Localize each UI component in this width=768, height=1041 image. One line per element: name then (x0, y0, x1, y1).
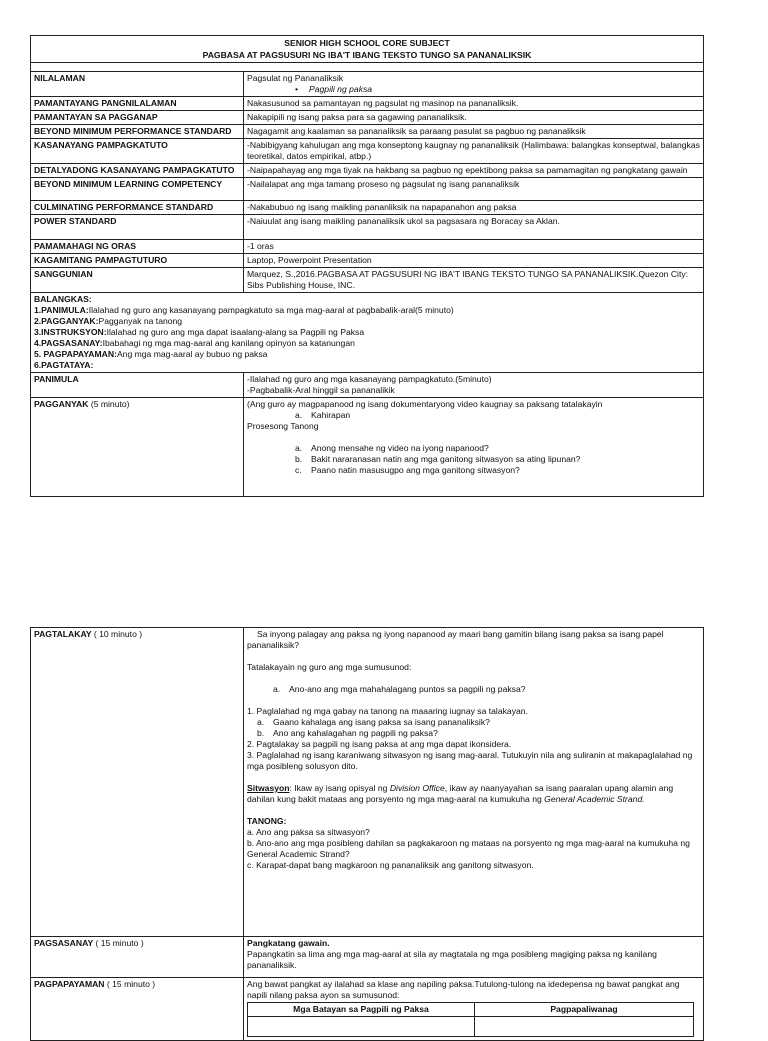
pagganyak-sub (247, 410, 700, 421)
header-subject-title: PAGBASA AT PAGSUSURI NG IBA'T IBANG TEKSTO TUNGO SA PANANALIKSIK (202, 50, 532, 60)
row-panimula (31, 373, 704, 398)
numbered-item: 1. Paglalahad ng mga gabay na tanong na maaaring iugnay sa talakayan. (247, 706, 528, 716)
balangkas-item (34, 316, 700, 327)
numbered-item: 3. Paglalahad ng isang karaniwang sitwasyon ng isang mag-aaral. Tutukuyin nila ang suliranin at makapaglalahad ng mga posibleng solusyon dito. (247, 750, 693, 771)
row-label: PAMANTAYANG PANGNILALAMAN (31, 97, 244, 111)
tanong-item: c. Karapat-dapat bang magkaroon ng pananaliksik ang ganitong sitwasyon. (247, 860, 534, 870)
row-value (244, 72, 704, 97)
balangkas-item-text: Ibabahagi ng mga mag-aaral ang kanilang opinyon sa katanungan (102, 338, 355, 348)
row-label: SANGGUNIAN (31, 268, 244, 293)
list-marker: a. (257, 717, 265, 727)
balangkas-item-head: 3.INSTRUKSYON: (34, 327, 107, 337)
balangkas-title: BALANGKAS: (34, 294, 92, 304)
pagganyak-question (247, 454, 700, 465)
numbered-item: 2. Pagtalakay sa pagpili ng isang paksa at ang mga dapat ikonsidera. (247, 739, 512, 749)
pagsasanay-time: ( 15 minuto ) (95, 938, 144, 948)
row-beyond-min-competency (31, 178, 704, 201)
lesson-plan-table-continued (30, 627, 704, 1041)
row-label (31, 978, 244, 1041)
row-nilalaman (31, 72, 704, 97)
balangkas-item-head: 2.PAGGANYAK: (34, 316, 99, 326)
row-value (244, 628, 704, 937)
list-marker: b. (257, 728, 265, 738)
row-balangkas (31, 293, 704, 373)
list-marker: c. (295, 465, 302, 475)
pagtalakay-point (247, 684, 700, 695)
balangkas-item (34, 327, 700, 338)
pagganyak-question (247, 443, 700, 454)
row-pagganyak (31, 398, 704, 497)
balangkas-item-text: Ilalahad ng guro ang kasanayang pampagkatuto sa mga mag-aaral at pagbabalik-aral(5 minuto) (88, 305, 454, 315)
balangkas-item-text: Pagganyak na tanong (98, 316, 183, 326)
row-label (31, 628, 244, 937)
point-text: Ano-ano ang mga mahahalagang puntos sa pagpili ng paksa? (289, 684, 526, 694)
row-value: -Naipapahayag ang mga tiyak na hakbang sa pagbuo ng epektibong paksa sa pamamagitan ng pangkatang gawain (244, 164, 704, 178)
row-pamamahagi-ng-oras (31, 240, 704, 254)
balangkas-cell (31, 293, 704, 373)
header-subject-type: SENIOR HIGH SCHOOL CORE SUBJECT (284, 38, 450, 48)
tanong-title: TANONG: (247, 816, 287, 826)
row-value (244, 937, 704, 978)
panimula-line: -Ilalahad ng guro ang mga kasanayang pampagkatuto.(5minuto) (247, 374, 492, 384)
sub-text: Gaano kahalaga ang isang paksa sa isang pananaliksik? (273, 717, 490, 727)
pagganyak-question (247, 465, 700, 476)
sub-text: Ano ang kahalagahan ng pagpili ng paksa? (273, 728, 438, 738)
sitwasyon-text-2: , ikaw ay naanyayahan sa isang paaralan upang alamin ang dahilan kung bakit mataas ang porsyento ng mga mag-aaral na kumukuha ng (247, 783, 674, 804)
panimula-line: -Pagbabalik-Aral hinggil sa pananalikik (247, 385, 395, 395)
sitwasyon-text-1: : Ikaw ay isang opisyal ng (289, 783, 390, 793)
row-kasanayang-pampagkatuto (31, 139, 704, 164)
balangkas-item-text: Ilalahad ng guro ang mga dapat isaalang-alang sa Pagpili ng Paksa (106, 327, 365, 337)
row-label: NILALAMAN (31, 72, 244, 97)
balangkas-item-head: 1.PANIMULA: (34, 305, 89, 315)
row-value: Nakapipili ng isang paksa para sa gagawing pananaliksik. (244, 111, 704, 125)
sitwasyon-head: Sitwasyon (247, 783, 290, 793)
row-power-standard (31, 215, 704, 240)
row-label: BEYOND MINIMUM LEARNING COMPETENCY (31, 178, 244, 201)
sitwasyon-paragraph (247, 783, 700, 805)
document-header (31, 36, 704, 63)
row-pagpapayaman (31, 978, 704, 1041)
row-label: PANIMULA (31, 373, 244, 398)
balangkas-item-head: 6.PAGTATAYA: (34, 360, 94, 370)
row-pamantayan-sa-pagganap (31, 111, 704, 125)
list-marker: a. (295, 410, 303, 420)
row-label: CULMINATING PERFORMANCE STANDARD (31, 201, 244, 215)
row-value (244, 373, 704, 398)
list-marker: a. (295, 443, 303, 453)
tanong-item: a. Ano ang paksa sa sitwasyon? (247, 827, 370, 837)
row-label: PAMAMAHAGI NG ORAS (31, 240, 244, 254)
question-text: Anong mensahe ng video na iyong napanood? (311, 443, 489, 453)
row-value: Marquez, S.,2016.PAGBASA AT PAGSUSURI NG IBA'T IBANG TEKSTO TUNGO SA PANANALIKSIK.Quezon City: Sibs Publishing House, INC. (244, 268, 704, 293)
batayan-header: Mga Batayan sa Pagpili ng Paksa (248, 1003, 475, 1017)
sitwasyon-office: Division Office (389, 783, 445, 793)
row-label: BEYOND MINIMUM PERFORMANCE STANDARD (31, 125, 244, 139)
batayan-cell (248, 1017, 475, 1037)
pagpapayaman-label: PAGPAPAYAMAN (34, 979, 105, 989)
numbered-sub (247, 728, 700, 739)
row-label: DETALYADONG KASANAYANG PAMPAGKATUTO (31, 164, 244, 178)
pagtalakay-tatalakayin: Tatalakayain ng guro ang mga sumusunod: (247, 662, 412, 672)
row-value: -Naiuulat ang isang maikling pananaliksik ukol sa pagsasara ng Boracay sa Aklan. (244, 215, 704, 240)
row-label: POWER STANDARD (31, 215, 244, 240)
nilalaman-value: Pagsulat ng Pananaliksik (247, 73, 344, 83)
pagpapayaman-text: Ang bawat pangkat ay ilalahad sa klase ang napiling paksa.Tutulong-tulong na idedepensa ng bawat pangkat ang napili nilang paksa ayon sa sumusunod: (247, 979, 680, 1000)
row-label (31, 937, 244, 978)
balangkas-item (34, 360, 700, 371)
balangkas-item-head: 5. PAGPAPAYAMAN: (34, 349, 117, 359)
row-sanggunian (31, 268, 704, 293)
row-value: -1 oras (244, 240, 704, 254)
list-marker: a. (273, 684, 281, 694)
paliwanag-cell (475, 1017, 694, 1037)
balangkas-item-head: 4.PAGSASANAY: (34, 338, 103, 348)
pagganyak-intro: (Ang guro ay magpapanood ng isang dokumentaryong video kaugnay sa paksang tatalakayin (247, 399, 603, 409)
lesson-plan-page-2 (30, 627, 703, 1041)
pagtalakay-time: ( 10 minuto ) (93, 629, 143, 639)
pagganyak-time: (5 minuto) (90, 399, 130, 409)
row-value: -Nailalapat ang mga tamang proseso ng pagsulat ng isang pananaliksik (244, 178, 704, 201)
row-beyond-min-performance (31, 125, 704, 139)
balangkas-item (34, 349, 700, 360)
paliwanag-header: Pagpapaliwanag (475, 1003, 694, 1017)
pagsasanay-text: Papangkatin sa lima ang mga mag-aaral at sila ay magtatala ng mga posibleng magiging paksa ng kanilang pananaliksik. (247, 949, 657, 970)
row-detalyadong-kasanayan (31, 164, 704, 178)
lesson-plan-table (30, 35, 704, 497)
list-marker: b. (295, 454, 303, 464)
question-text: Paano natin masusugpo ang mga ganitong sitwasyon? (311, 465, 520, 475)
balangkas-item (34, 305, 700, 316)
pagtalakay-intro: Sa inyong palagay ang paksa ng iyong napanood ay maari bang gamitin bilang isang paksa sa isang papel pananaliksik? (247, 629, 664, 650)
row-value: -Nabibigyang kahulugan ang mga konseptong kaugnay ng pananaliksik (Halimbawa: balangkas konseptwal, balangkas teoretikal, datos empirikal, atbp.) (244, 139, 704, 164)
pagsasanay-title: Pangkatang gawain. (247, 938, 330, 948)
tanong-item: b. Ano-ano ang mga posibleng dahilan sa pagkakaroon ng mataas na porsyento ng mga mag-aaral na kumukuha ng General Academic Strand? (247, 838, 690, 859)
row-label: KASANAYANG PAMPAGKATUTO (31, 139, 244, 164)
row-label (31, 398, 244, 497)
row-value: -Nakabubuo ng isang maikling pananliksik na napapanahon ang paksa (244, 201, 704, 215)
lesson-plan-page-1 (30, 35, 703, 497)
balangkas-item-text: Ang mga mag-aaral ay bubuo ng paksa (116, 349, 268, 359)
question-text: Bakit nararanasan natin ang mga ganitong sitwasyon sa ating lipunan? (311, 454, 581, 464)
nilalaman-bullet: • Pagpili ng paksa (247, 84, 700, 95)
pagganyak-sub-text: Kahirapan (311, 410, 351, 420)
sitwasyon-strand: General Academic Strand. (544, 794, 645, 804)
row-value (244, 398, 704, 497)
prosesong-tanong: Prosesong Tanong (247, 421, 319, 431)
row-pamantayang-pangnilalaman (31, 97, 704, 111)
row-value: Nakasusunod sa pamantayan ng pagsulat ng masinop na pananaliksik. (244, 97, 704, 111)
row-kagamitang-pampagtuturo (31, 254, 704, 268)
balangkas-item (34, 338, 700, 349)
row-label: PAMANTAYAN SA PAGGANAP (31, 111, 244, 125)
pagganyak-label: PAGGANYAK (34, 399, 89, 409)
pagtalakay-label: PAGTALAKAY (34, 629, 92, 639)
numbered-sub (247, 717, 700, 728)
row-value: Laptop, Powerpoint Presentation (244, 254, 704, 268)
spacer-row (31, 63, 704, 72)
row-culminating-standard (31, 201, 704, 215)
pagpapayaman-time: ( 15 minuto ) (106, 979, 156, 989)
pagsasanay-label: PAGSASANAY (34, 938, 94, 948)
row-value (244, 978, 704, 1041)
row-pagsasanay (31, 937, 704, 978)
row-value: Nagagamit ang kaalaman sa pananaliksik sa paraang pasulat sa pagbuo ng pananaliksik (244, 125, 704, 139)
batayan-table (247, 1002, 694, 1037)
row-label: KAGAMITANG PAMPAGTUTURO (31, 254, 244, 268)
row-pagtalakay (31, 628, 704, 937)
